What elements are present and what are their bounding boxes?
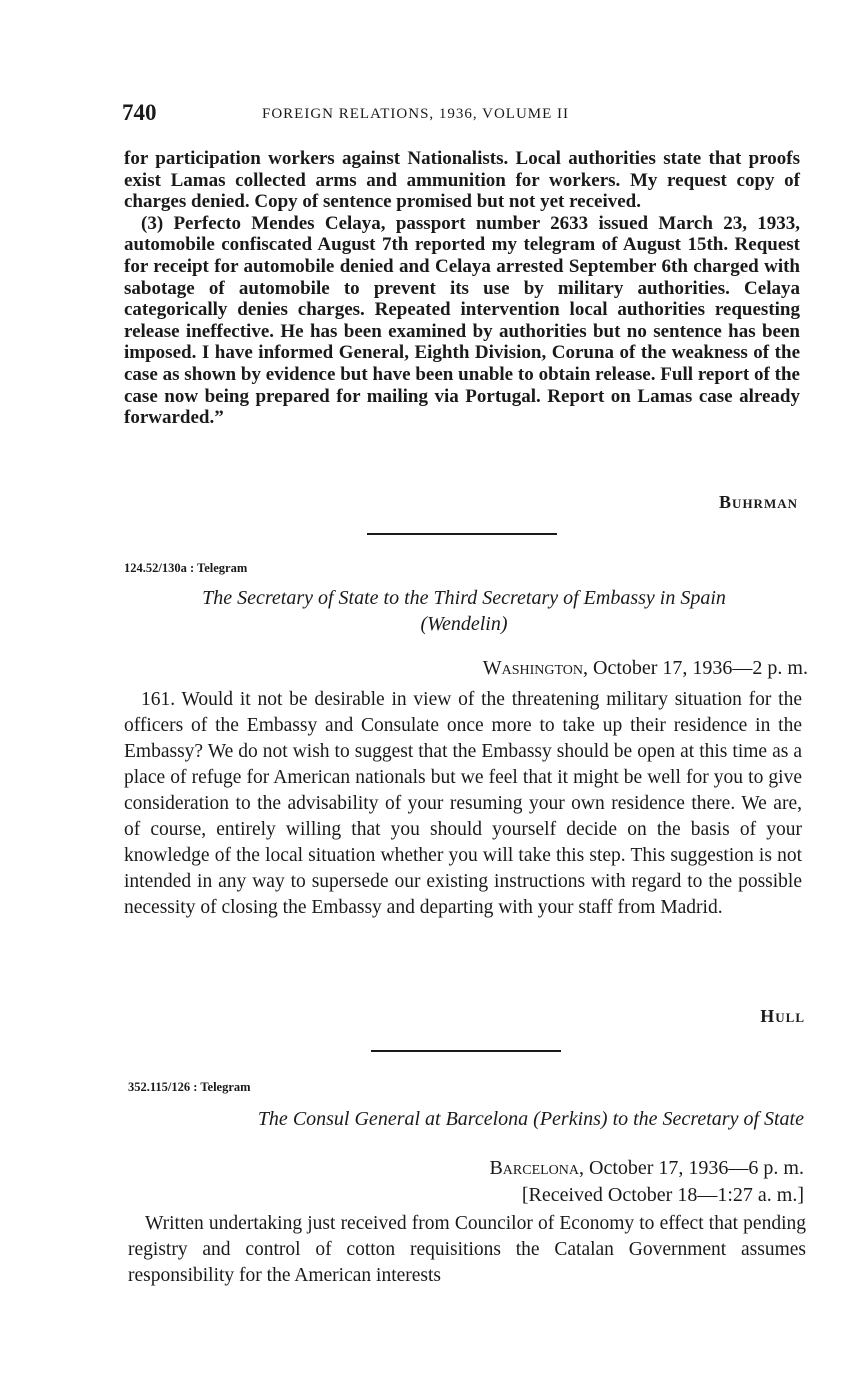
telegram-body: 161. Would it not be desirable in view of the threatening military situation for the officers of the Embassy and Consulate once more to take up their residence in the Embassy? We do not wish to suggest that the Embassy should be open at this time as a place of refuge for American nationals but we feel that it might be well for you to give consideration to the advisability of your resuming your own residence there. We are, of course, entirely willing that you should yourself decide on the basis of your knowledge of the local situation whether you will take this step. This suggestion is not intended in any way to supersede our existing instructions with regard to the possible necessity of closing the Embassy and departing with your staff from Madrid. bbox=[124, 689, 802, 918]
dateline-place: Barcelona bbox=[489, 1157, 580, 1179]
received-note: [Received October 18—1:27 a. m.] bbox=[521, 1184, 804, 1206]
section-divider bbox=[367, 533, 557, 535]
file-reference: 124.52/130a : Telegram bbox=[124, 561, 248, 575]
dateline-date: , October 17, 1936—2 p. m. bbox=[583, 657, 808, 679]
document-title bbox=[124, 585, 804, 637]
celaya-paragraph: (3) Perfecto Mendes Celaya, passport number 2633 issued March 23, 1933, automobile confiscated August 7th reported my telegram of August 15th. Request for receipt for automobile denied and Celaya arrested September 6th charged with sabotage of automobile to prevent its use by military authorities. Celaya categorically denies charges. Repeated intervention local authorities requesting release ineffective. He has been examined by authorities but no sentence has been imposed. I have informed General, Eighth Division, Coruna of the weakness of the case as shown by evidence but have been unable to obtain release. Full report of the case now being prepared for mailing via Portugal. Report on Lamas case already forwarded.” bbox=[124, 212, 800, 429]
document-title-line: The Secretary of State to the Third Secretary of Embassy in Spain bbox=[202, 587, 726, 609]
file-reference: 352.115/126 : Telegram bbox=[128, 1080, 251, 1094]
dateline-date: , October 17, 1936—6 p. m. bbox=[579, 1157, 804, 1179]
dateline bbox=[483, 657, 808, 680]
document-title-line: (Wendelin) bbox=[420, 613, 508, 635]
dateline-place: Washington bbox=[482, 657, 584, 679]
dateline-sent bbox=[489, 1155, 804, 1182]
telegram-body: Written undertaking just received from Councilor of Economy to effect that pending registry and control of cotton requisitions the Catalan Government assumes responsibility for the American interests bbox=[128, 1213, 806, 1286]
section-divider bbox=[371, 1050, 561, 1052]
continued-paragraph: for participation workers against Nationalists. Local authorities state that proofs exist Lamas collected arms and ammunition for workers. My request copy of charges denied. Copy of sentence promised but not yet received. bbox=[124, 148, 800, 213]
page-header bbox=[122, 100, 652, 130]
page-number: 740 bbox=[122, 100, 157, 125]
signature-hull: Hull bbox=[760, 1006, 805, 1026]
dateline bbox=[489, 1155, 804, 1209]
continued-telegram-text bbox=[124, 148, 800, 429]
document-title: The Consul General at Barcelona (Perkins) to the Secretary of State bbox=[257, 1108, 804, 1130]
signature-buhrman: Buhrman bbox=[719, 492, 798, 512]
running-title: FOREIGN RELATIONS, 1936, VOLUME II bbox=[262, 106, 570, 122]
